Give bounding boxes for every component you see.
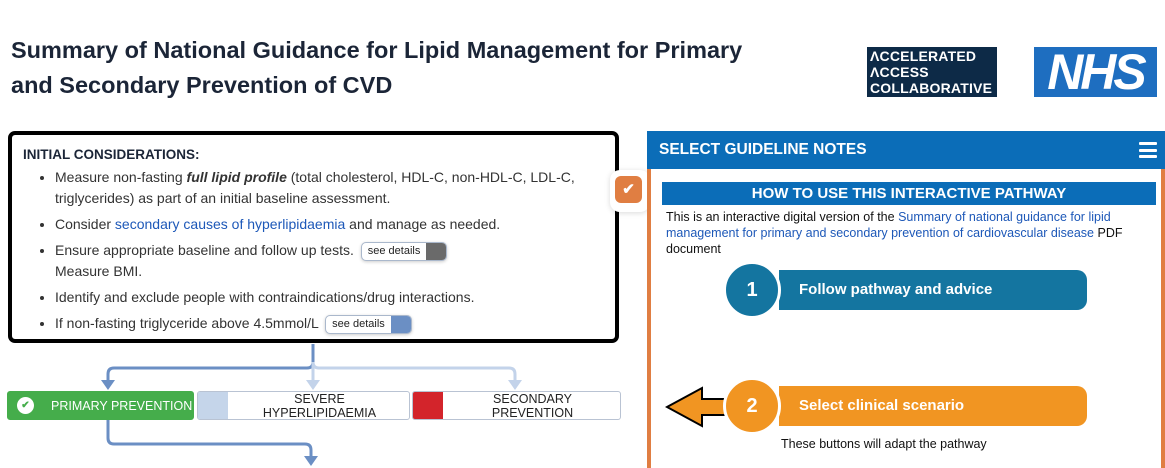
list-item: [55, 214, 615, 235]
item-text: Ensure appropriate baseline and follow up tests.: [55, 242, 354, 258]
page-title: Summary of National Guidance for Lipid Management for Primary and Secondary Prevention of CVD: [11, 37, 743, 98]
scenario-color-swatch: [413, 392, 443, 419]
logo-line: COLLABORATIVE: [870, 80, 993, 96]
step-label: Follow pathway and advice: [799, 281, 993, 298]
list-item: [55, 167, 615, 209]
howto-text-post: PDF document: [666, 226, 1123, 256]
scenario-label: SECONDARY PREVENTION: [491, 391, 574, 420]
item-text: and manage as needed.: [345, 216, 501, 232]
see-details-triglyceride-button[interactable]: [325, 315, 412, 334]
scenario-label: SEVERE HYPERLIPIDAEMIA: [262, 391, 377, 420]
how-to-use-text: [666, 209, 1156, 257]
secondary-causes-link[interactable]: secondary causes of hyperlipidaemia: [114, 216, 346, 232]
hamburger-menu-icon[interactable]: [1139, 142, 1157, 158]
guideline-notes-panel: [647, 131, 1165, 468]
item-text: (total cholesterol, HDL-C, non-HDL-C, LDL-C, triglycerides) as part of an initial baseline assessment.: [55, 169, 575, 206]
item-text: Consider: [55, 216, 115, 232]
scenario-color-swatch: [198, 392, 228, 419]
step-1-follow-pathway: [746, 270, 1087, 310]
initial-considerations-heading: INITIAL CONSIDERATIONS:: [23, 147, 200, 162]
severe-hyperlipidaemia-button[interactable]: [197, 391, 410, 420]
initial-considerations-box[interactable]: [8, 131, 619, 343]
check-icon: ✔: [615, 176, 642, 203]
logo-line: ΛCCESS: [870, 64, 929, 80]
howto-text-pre: This is an interactive digital version of the: [666, 210, 899, 224]
scenario-label: PRIMARY PREVENTION: [51, 398, 193, 413]
check-circle-icon: ✔: [17, 397, 34, 414]
button-label: see details: [367, 244, 421, 257]
initial-considerations-list: [12, 167, 615, 339]
item-text: If non-fasting triglyceride above 4.5mmol/L: [55, 315, 319, 331]
primary-prevention-button[interactable]: [7, 391, 194, 420]
step-number-badge: 2: [723, 377, 781, 435]
step-label: Select clinical scenario: [799, 397, 965, 414]
toggle-swatch: [391, 316, 411, 333]
step-number-badge: 1: [723, 261, 781, 319]
completion-badge[interactable]: [610, 170, 650, 212]
list-item: [55, 240, 615, 282]
toggle-swatch: [426, 243, 446, 260]
accelerated-access-collaborative-logo: [867, 47, 997, 97]
item-text: Measure non-fasting: [55, 169, 187, 185]
nhs-logo: NHS: [1034, 47, 1157, 97]
item-text: Identify and exclude people with contraindications/drug interactions.: [55, 289, 475, 305]
notes-panel-header: [647, 131, 1165, 169]
item-text: Measure BMI.: [55, 263, 143, 279]
secondary-prevention-button[interactable]: [412, 391, 621, 420]
see-details-baseline-tests-button[interactable]: [361, 242, 448, 261]
step-2-subtext: These buttons will adapt the pathway: [781, 437, 987, 451]
logo-line: ΛCCELERATED: [870, 48, 977, 64]
how-to-use-heading: HOW TO USE THIS INTERACTIVE PATHWAY: [662, 182, 1156, 205]
list-item: [55, 313, 615, 334]
item-bold-text: full lipid profile: [186, 169, 287, 185]
left-arrow-icon: [665, 385, 729, 429]
step-2-select-scenario: [746, 386, 1087, 426]
notes-panel-title: SELECT GUIDELINE NOTES: [659, 141, 867, 158]
national-guidance-pdf-link[interactable]: Summary of national guidance for lipid management for primary and secondary prevention of cardiovascular disease: [666, 210, 1111, 240]
list-item: [55, 287, 615, 308]
button-label: see details: [332, 317, 385, 330]
